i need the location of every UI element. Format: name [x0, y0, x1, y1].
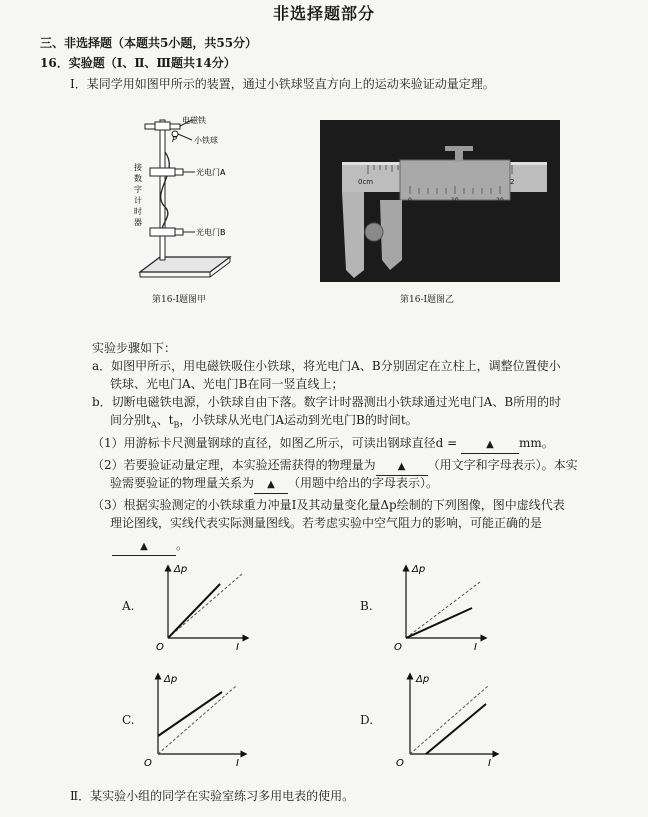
step-b-line1: b．切断电磁铁电源，小铁球自由下落。数字计时器测出小铁球通过光电门A、B所用的时	[92, 395, 562, 409]
q1-line: （1）用游标卡尺测量钢球的直径，如图乙所示，可读出钢球直径d = ▲ mm。	[92, 435, 554, 454]
label-timer-1: 接	[134, 163, 142, 172]
option-b-label[interactable]: B.	[360, 599, 373, 613]
graph-option-a	[150, 560, 250, 652]
q3-line1: （3）根据实验测定的小铁球重力冲量I及其动量变化量Δp绘制的下列图像，图中虚线代表	[92, 498, 565, 512]
graph-a-ylabel: Δp	[174, 564, 188, 575]
graph-a-origin: O	[156, 642, 164, 652]
figure-jia-apparatus	[120, 112, 280, 287]
q3-line3: ▲ 。	[112, 537, 188, 556]
q1-answer-blank[interactable]: ▲	[461, 437, 519, 454]
q2-answer-blank-2[interactable]: ▲	[254, 477, 288, 494]
graph-option-d	[392, 668, 502, 770]
graph-d-origin: O	[396, 758, 404, 769]
label-timer-4: 计	[134, 196, 142, 205]
label-ball: 小铁球	[194, 136, 218, 145]
caption-figure-jia: 第16-Ⅰ题图甲	[152, 295, 207, 305]
question-title: 16．实验题（Ⅰ、Ⅱ、Ⅲ题共14分）	[40, 56, 236, 70]
graph-d-xlabel: I	[488, 758, 491, 769]
step-a-line2: 铁球、光电门A、光电门B在同一竖直线上；	[110, 377, 344, 391]
label-gate-a: 光电门A	[196, 168, 226, 177]
graph-option-b	[388, 560, 488, 652]
graph-d-ylabel: Δp	[416, 674, 430, 685]
page-heading: 非选择题部分	[272, 4, 375, 23]
graph-option-c	[140, 668, 250, 770]
vernier-label-0: 0	[408, 197, 412, 204]
step-b-line2: 间分别$t_A$、$t_B$，小铁球从光电门A运动到光电门B的时间t。	[110, 413, 418, 430]
graph-b-ylabel: Δp	[412, 564, 426, 575]
option-a-label[interactable]: A.	[122, 599, 135, 613]
figure-yi-caliper	[320, 120, 560, 282]
graph-b-xlabel: I	[474, 642, 477, 652]
vernier-label-20: 20	[496, 197, 504, 204]
graph-c-xlabel: I	[236, 758, 239, 769]
q2-answer-blank-1[interactable]: ▲	[376, 459, 428, 476]
scale-label-0: 0cm	[358, 178, 374, 186]
graph-a-xlabel: I	[236, 642, 239, 652]
label-gate-b: 光电门B	[196, 228, 226, 237]
label-timer-5: 时	[134, 207, 142, 216]
vernier-label-10: 10	[451, 197, 459, 204]
section-title: 三、非选择题（本题共5小题，共55分）	[40, 36, 258, 50]
scale-label-2: 2	[510, 178, 515, 186]
label-P: P	[172, 135, 177, 144]
caption-figure-yi: 第16-Ⅰ题图乙	[400, 295, 455, 305]
graph-c-origin: O	[144, 758, 152, 769]
option-c-label[interactable]: C.	[122, 713, 135, 727]
steps-title: 实验步骤如下：	[92, 341, 177, 355]
graph-c-ylabel: Δp	[164, 674, 178, 685]
step-a-line1: a．如图甲所示，用电磁铁吸住小铁球，将光电门A、B分别固定在立柱上，调整位置使小	[92, 359, 561, 373]
label-magnet: 电磁铁	[182, 116, 206, 125]
label-timer-6: 器	[134, 218, 142, 227]
q3-line2: 理论图线，实线代表实际测量图线。若考虑实验中空气阻力的影响，可能正确的是	[110, 516, 543, 530]
label-timer-3: 字	[134, 185, 142, 194]
q2-line2: 验需要验证的物理量关系为 ▲ （用题中给出的字母表示）。	[110, 475, 438, 494]
part-two-text: Ⅱ．某实验小组的同学在实验室练习多用电表的使用。	[70, 789, 355, 803]
option-d-label[interactable]: D.	[360, 713, 374, 727]
intro-text: Ⅰ．某同学用如图甲所示的装置，通过小铁球竖直方向上的运动来验证动量定理。	[70, 77, 495, 91]
graph-b-origin: O	[394, 642, 402, 652]
label-timer-2: 数	[134, 174, 142, 183]
q3-answer-blank[interactable]: ▲	[112, 539, 176, 556]
q2-line1: （2）若要验证动量定理，本实验还需获得的物理量为 ▲ （用文字和字母表示）。本实	[92, 457, 578, 476]
